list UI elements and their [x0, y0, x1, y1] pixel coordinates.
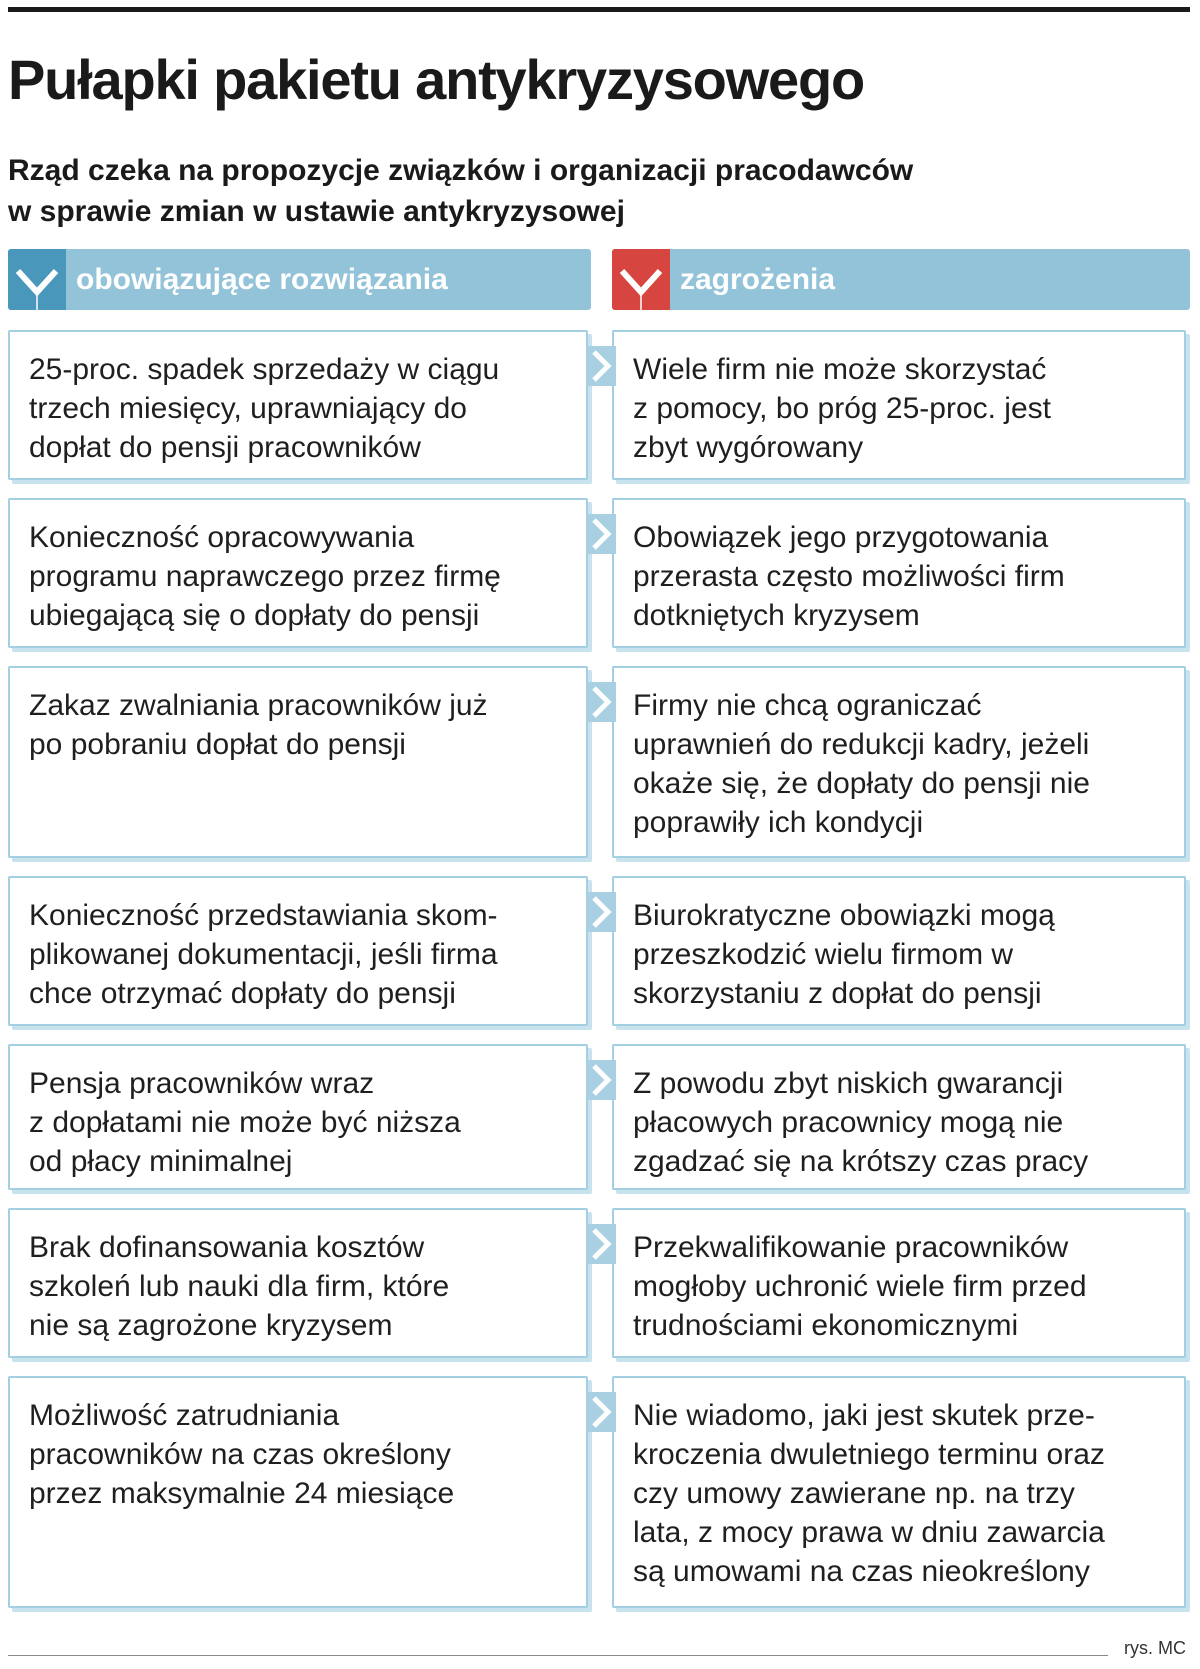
threat-box: Obowiązek jego przygotowania przerasta często możliwości firm dotkniętych kryzysem: [612, 498, 1186, 648]
chevron-right-icon: [586, 1060, 616, 1100]
column-header-label: zagrożenia: [680, 263, 836, 296]
solution-box: Możliwość zatrudniania pracowników na czas określony przez maksymalnie 24 miesiące: [8, 1376, 588, 1608]
threat-box: Przekwalifikowanie pracowników mogłoby uchronić wiele firm przed trudnościami ekonomicznymi: [612, 1208, 1186, 1358]
solution-box: Zakaz zwalniania pracowników już po pobraniu dopłat do pensji: [8, 666, 588, 858]
solution-box: Konieczność przedstawiania skom- plikowanej dokumentacji, jeśli firma chce otrzymać dopłaty do pensji: [8, 876, 588, 1026]
image-credit: rys. MC: [1124, 1638, 1186, 1658]
chevron-right-icon: [586, 892, 616, 932]
chevron-right-icon: [586, 1392, 616, 1432]
threat-box: Biurokratyczne obowiązki mogą przeszkodzić wielu firmom w skorzystaniu z dopłat do pensji: [612, 876, 1186, 1026]
solution-box: Konieczność opracowywania programu naprawczego przez firmę ubiegającą się o dopłaty do pensji: [8, 498, 588, 648]
threat-box: Wiele firm nie może skorzystać z pomocy, bo próg 25-proc. jest zbyt wygórowany: [612, 330, 1186, 480]
threat-box: Z powodu zbyt niskich gwarancji płacowych pracownicy mogą nie zgadzać się na krótszy czas pracy: [612, 1044, 1186, 1190]
solution-box: Pensja pracowników wraz z dopłatami nie może być niższa od płacy minimalnej: [8, 1044, 588, 1190]
chevron-right-icon: [586, 514, 616, 554]
chevron-right-icon: [586, 346, 616, 386]
page-title: Pułapki pakietu antykryzysowego: [8, 48, 864, 111]
chevron-right-icon: [586, 682, 616, 722]
column-header-label: obowiązujące rozwiązania: [76, 263, 448, 296]
solution-box: Brak dofinansowania kosztów szkoleń lub nauki dla firm, które nie są zagrożone kryzysem: [8, 1208, 588, 1358]
solution-box: 25-proc. spadek sprzedaży w ciągu trzech miesięcy, uprawniający do dopłat do pensji pracowników: [8, 330, 588, 480]
footer-rule: [8, 1655, 1108, 1656]
threat-box: Firmy nie chcą ograniczać uprawnień do redukcji kadry, jeżeli okaże się, że dopłaty do pensji nie poprawiły ich kondycji: [612, 666, 1186, 858]
threat-box: Nie wiadomo, jaki jest skutek prze- kroczenia dwuletniego terminu oraz czy umowy zawierane np. na trzy lata, z mocy prawa w dniu zawarcia są umowami na czas nieokreślony: [612, 1376, 1186, 1608]
page-subtitle: Rząd czeka na propozycje związków i organizacji pracodawców w sprawie zmian w ustawie antykryzysowej: [8, 154, 914, 228]
chevron-right-icon: [586, 1224, 616, 1264]
